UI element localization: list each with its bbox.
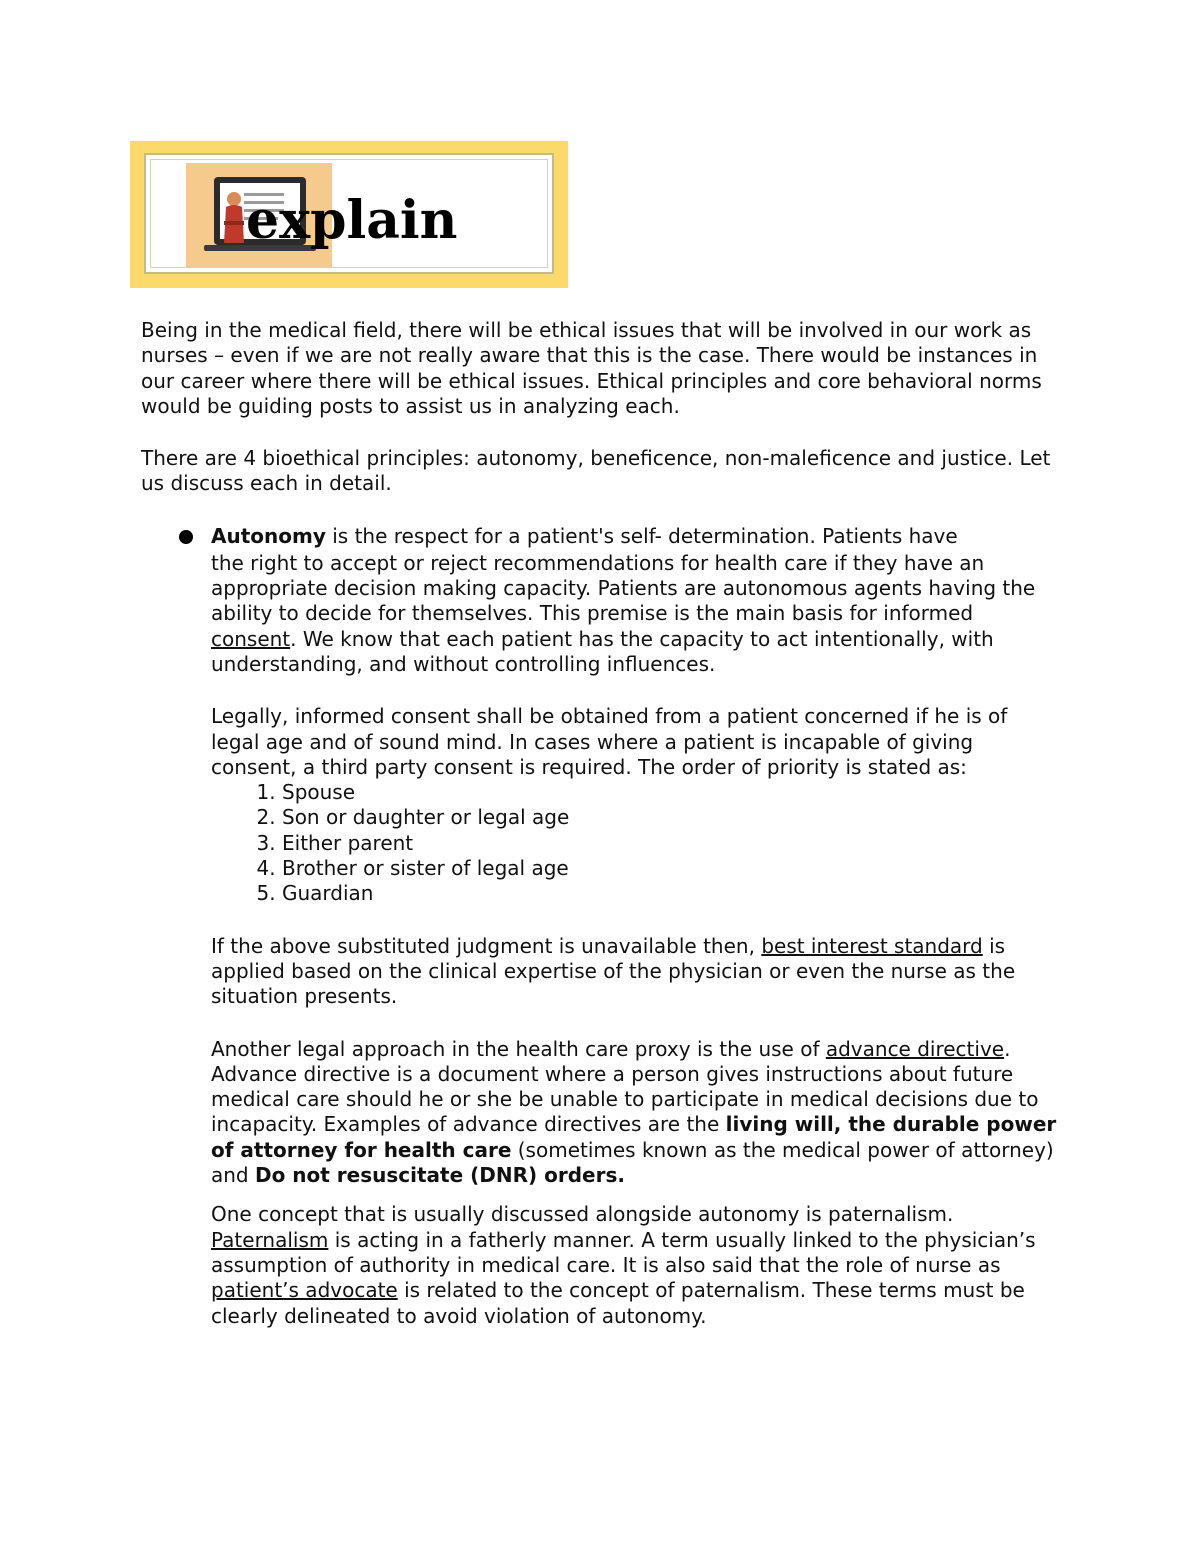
- legal-consent-paragraph: Legally, informed consent shall be obtained from a patient concerned if he is of legal age and of sound mind. In cases where a patient is incapable of giving consent, a third party consent is required. The order of priority is stated as:: [211, 704, 1008, 779]
- document-body: [141, 318, 1061, 1329]
- priority-item: 4. Brother or sister of legal age: [282, 856, 1061, 881]
- ad-bold-dnr: Do not resuscitate (DNR) orders.: [254, 1163, 625, 1188]
- autonomy-term: Autonomy: [211, 523, 326, 548]
- autonomy-definition: [211, 521, 1061, 677]
- banner-inner-frame: [144, 153, 554, 274]
- best-interest-paragraph: [211, 934, 1061, 1010]
- bis-after: is applied based on the clinical expertise of the physician or even the nurse as the situation presents.: [211, 933, 1016, 1009]
- priority-item: 1. Spouse: [282, 780, 1061, 805]
- bis-before: If the above substituted judgment is unavailable then,: [211, 933, 762, 958]
- best-interest-standard-link: best interest standard: [761, 933, 983, 958]
- autonomy-def-end: . We know that each patient has the capacity to act intentionally, with understanding, and without controlling influences.: [211, 626, 994, 676]
- pat-before: One concept that is usually discussed alongside autonomy is paternalism.: [211, 1202, 954, 1227]
- ad-mid: . Advance directive is a document where a person gives instructions about future medical care should he or she be unable to participate in medical decisions due to incapacity. Examples of advance directives are the: [211, 1036, 1039, 1137]
- autonomy-def-first: is the respect for a patient's self- determination. Patients have: [325, 523, 958, 548]
- ad-bold-examples: living will, the durable power of attorney for health care: [211, 1112, 1057, 1162]
- priority-item: 2. Son or daughter or legal age: [282, 805, 1061, 830]
- ad-before: Another legal approach in the health care proxy is the use of: [211, 1036, 826, 1061]
- bullet-icon: [179, 530, 193, 544]
- autonomy-bullet: [141, 521, 1061, 1329]
- priority-item: 5. Guardian: [282, 881, 1061, 906]
- pat-mid: is acting in a fatherly manner. A term usually linked to the physician’s assumption of authority in medical care. It is also said that the role of nurse as: [211, 1227, 1036, 1277]
- intro-paragraph-2: There are 4 bioethical principles: autonomy, beneficence, non-maleficence and justice. Let us discuss each in detail.: [141, 446, 1051, 496]
- ad-mid2: (sometimes known as the medical power of attorney) and: [211, 1137, 1054, 1188]
- consent-link: consent: [211, 626, 291, 651]
- paternalism-paragraph: [211, 1202, 1061, 1328]
- priority-list: [211, 780, 1061, 906]
- explain-banner: [130, 141, 568, 288]
- advance-directive-link: advance directive: [825, 1036, 1005, 1061]
- priority-item: 3. Either parent: [282, 831, 1061, 856]
- banner-title: explain: [246, 190, 458, 251]
- pat-after: is related to the concept of paternalism. These terms must be clearly delineated to avoid violation of autonomy.: [211, 1278, 1025, 1328]
- advance-directive-paragraph: [211, 1037, 1061, 1189]
- intro-paragraph-1: Being in the medical field, there will be ethical issues that will be involved in our work as nurses – even if we are not really aware that this is the case. There would be instances in our career where there will be ethical issues. Ethical principles and core behavioral norms would be guiding posts to assist us in analyzing each.: [141, 318, 1042, 418]
- paternalism-link: Paternalism: [211, 1227, 329, 1252]
- autonomy-def-rest: the right to accept or reject recommendations for health care if they have an appropriate decision making capacity. Patients are autonomous agents having the ability to decide for themselves. This premise is the main basis for informed: [211, 550, 1036, 626]
- patients-advocate-link: patient’s advocate: [211, 1278, 398, 1303]
